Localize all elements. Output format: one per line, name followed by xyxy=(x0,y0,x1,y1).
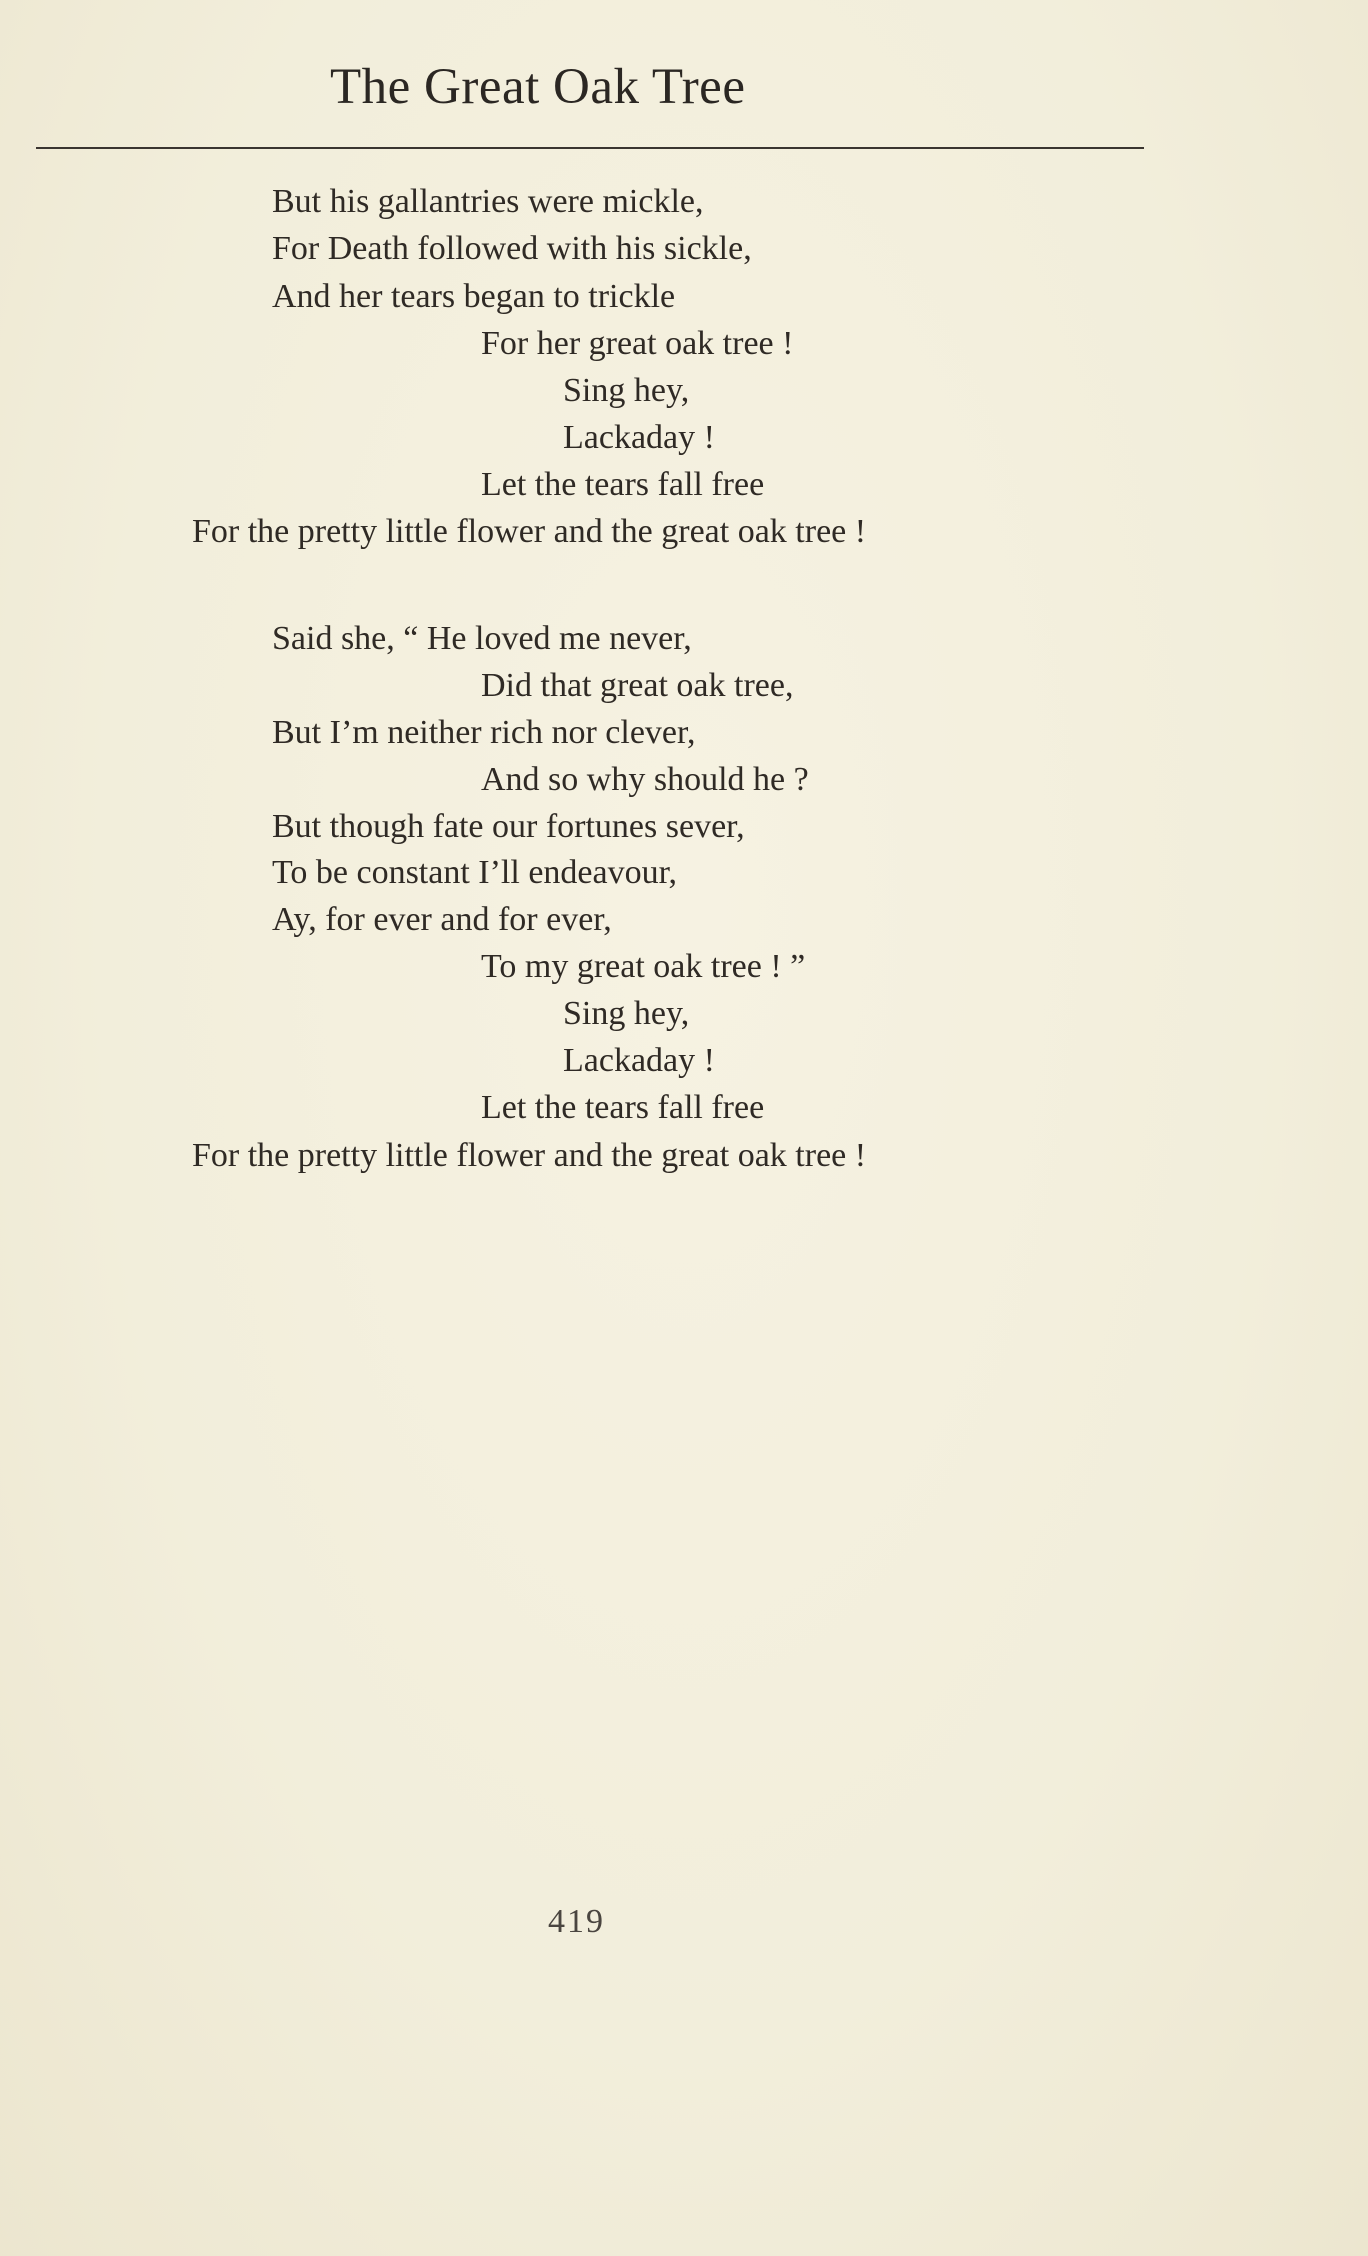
verse-line: For the pretty little flower and the great oak tree ! xyxy=(192,1137,867,1174)
verse-line: Sing hey, xyxy=(563,372,690,409)
verse-line: Sing hey, xyxy=(563,995,690,1032)
verse-line: For the pretty little flower and the great oak tree ! xyxy=(192,513,867,550)
verse-line: Did that great oak tree, xyxy=(481,667,794,704)
page-number: 419 xyxy=(548,1903,605,1940)
header-rule xyxy=(36,147,1144,149)
verse-line: But though fate our fortunes sever, xyxy=(272,808,745,845)
verse-line: Let the tears fall free xyxy=(481,466,765,503)
verse-line: And her tears began to trickle xyxy=(272,278,676,315)
verse-line: Lackaday ! xyxy=(563,419,715,456)
verse-line: Ay, for ever and for ever, xyxy=(272,901,612,938)
verse-line: For her great oak tree ! xyxy=(481,325,794,362)
verse-line: To be constant I’ll endeavour, xyxy=(272,854,678,891)
verse-line: Said she, “ He loved me never, xyxy=(272,620,692,657)
verse-line: Lackaday ! xyxy=(563,1042,715,1079)
verse-line: Let the tears fall free xyxy=(481,1089,765,1126)
verse-line: To my great oak tree ! ” xyxy=(481,948,806,985)
verse-line: But I’m neither rich nor clever, xyxy=(272,714,696,751)
verse-line: But his gallantries were mickle, xyxy=(272,183,704,220)
verse-line: And so why should he ? xyxy=(481,761,809,798)
running-title: The Great Oak Tree xyxy=(330,59,746,115)
verse-line: For Death followed with his sickle, xyxy=(272,230,752,267)
